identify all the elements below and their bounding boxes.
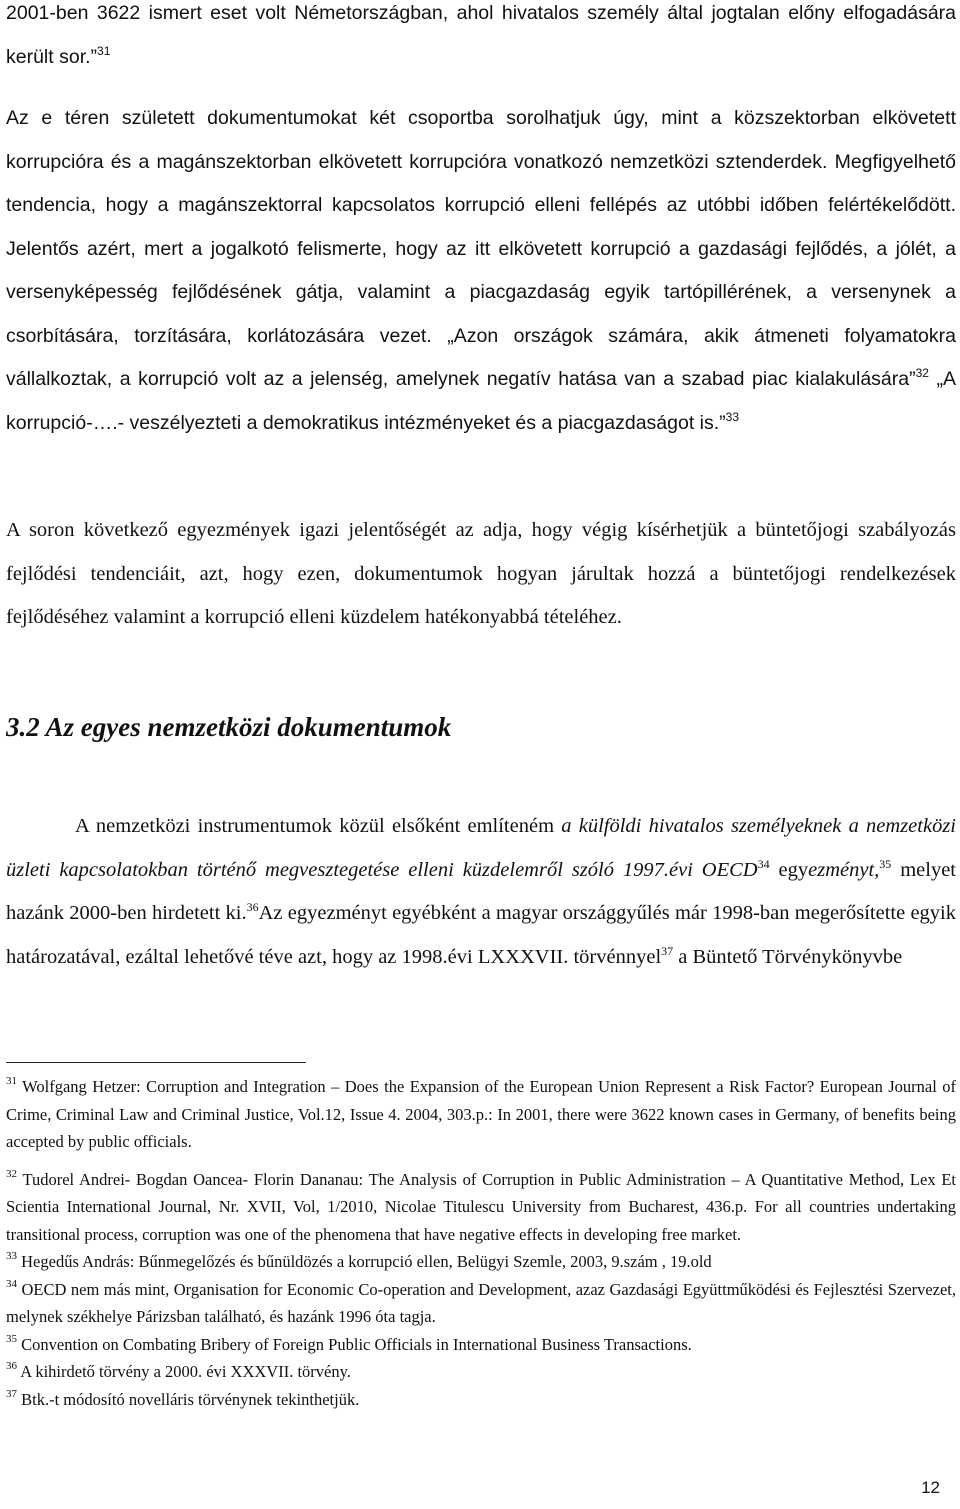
footnote-ref[interactable]: 34 [757, 856, 770, 871]
paragraph-text: a Büntető Törvénykönyvbe [673, 945, 903, 968]
footnote [6, 1248, 956, 1276]
footnote-ref[interactable]: 35 [879, 856, 892, 871]
footnote-ref[interactable]: 37 [661, 943, 674, 958]
footnote-text: Hegedűs András: Bűnmegelőzés és bűnüldözés a korrupció ellen, Belügyi Szemle, 2003, 9.szám , 19.old [17, 1252, 712, 1271]
paragraph-text: A nemzetközi instrumentumok közül elsőként említeném [75, 815, 562, 837]
paragraph-text: „A korrupció-….- veszélyezteti a demokratikus intézményeket és a piacgazdaságot is.” [6, 368, 956, 434]
footnote [6, 1358, 956, 1386]
paragraph-text: Az e téren született dokumentumokat két csoportba sorolhatjuk úgy, mint a közszektorban elkövetett korrupcióra és a magánszektorban elkövetett korrupcióra vonatkozó nemzetközi sztenderdek. Megfigyelhető tendencia, hogy a magánszektorral kapcsolatos korrupció elleni fellépés az utóbbi időben felértékelődött. Jelentős azért, mert a jogalkotó felismerte, hogy az itt elkövetett korrupció a gazdasági fejlődés, a jólét, a versenyképesség fejlődésének gátja, valamint a piacgazdaság egyik tartópillérének, a versenynek a csorbítására, torzítására, korlátozására vezet. „Azon országok számára, akik átmeneti folyamatokra vállalkoztak, a korrupció volt az a jelenség, amelynek negatív hatása van a szabad piac kialakulására” [6, 107, 956, 390]
footnote-number: 33 [6, 1250, 17, 1262]
footnote-text: Tudorel Andrei- Bogdan Oancea- Florin Dananau: The Analysis of Corruption in Public Administration – A Quantitative Method, Lex Et Scientia International Journal, Nr. XVII, Vol, 1/2010, Nicolae Titulescu University from Bucharest, 436.p. For all countries undertaking transitional process, corruption was one of the phenomena that have negative effects in developing free market. [6, 1169, 956, 1244]
footnote-number: 37 [6, 1387, 17, 1400]
footnote-number: 32 [6, 1167, 17, 1180]
footnote-ref[interactable]: 31 [97, 44, 111, 58]
convention-title: a külföldi hivatalos személyeknek a nemzetközi üzleti kapcsolatokban történő megvesztegetése elleni küzdelemről szóló 1997.évi OECD [6, 815, 956, 881]
paragraph-standards [6, 97, 956, 445]
footnote-text: Wolfgang Hetzer: Corruption and Integration – Does the Expansion of the European Union Represent a Risk Factor? European Journal of Crime, Criminal Law and Criminal Justice, Vol.12, Issue 4. 2004, 303.p.: In 2001, there were 3622 known cases in Germany, of benefits being accepted by public officials. [6, 1077, 956, 1151]
footnote-ref[interactable]: 32 [915, 366, 929, 380]
paragraph-text: 2001-ben 3622 ismert eset volt Németországban, ahol hivatalos személy által jogtalan előny elfogadására került sor.” [6, 2, 956, 68]
page-number: 12 [921, 1478, 940, 1497]
footnote [6, 1166, 956, 1249]
footnote-number: 34 [6, 1277, 17, 1290]
footnote-text: A kihirdető törvény a 2000. évi XXXVII. törvény. [17, 1362, 351, 1381]
footnote-text: Btk.-t módosító novelláris törvénynek tekinthetjük. [17, 1389, 360, 1409]
section-heading: 3.2 Az egyes nemzetközi dokumentumok [6, 712, 452, 742]
footnote-text: Convention on Combating Bribery of Foreign Public Officials in International Business Transactions. [17, 1334, 692, 1354]
paragraph-text: A soron következő egyezmények igazi jelentőségét az adja, hogy végig kísérhetjük a büntetőjogi szabályozás fejlődési tendenciáit, azt, hogy ezen, dokumentumok hogyan járultak hozzá a büntetőjogi rendelkezések fejlődéséhez valamint a korrupció elleni küzdelem hatékonyabbá tételéhez. [6, 519, 956, 628]
footnote-number: 31 [6, 1075, 17, 1087]
paragraph-intro [6, 0, 956, 79]
footnote [6, 1276, 956, 1331]
footnote [6, 1073, 956, 1156]
paragraph-conventions [6, 509, 956, 640]
footnote-ref[interactable]: 33 [725, 409, 740, 424]
footnote-number: 35 [6, 1332, 17, 1345]
footnote-ref[interactable]: 36 [246, 900, 259, 914]
paragraph-text: melyet hazánk 2000-ben hirdetett ki. [6, 858, 956, 924]
paragraph-text: egy [769, 858, 809, 881]
footnote-text: OECD nem más mint, Organisation for Economic Co-operation and Development, azaz Gazdasági Együttműködési és Fejlesztési Szervezet, melynek székhelye Párizsban található, és hazánk 1996 óta tagja. [6, 1279, 956, 1326]
footnotes [6, 1073, 956, 1413]
paragraph-oecd [6, 805, 956, 979]
footnote-number: 36 [6, 1360, 17, 1372]
footnote [6, 1331, 956, 1359]
footnote-separator [6, 1062, 306, 1063]
paragraph-text-italic: ezményt, [808, 858, 880, 881]
footnote [6, 1386, 956, 1414]
paragraph-text: Az egyezményt egyébként a magyar országgyűlés már 1998-ban megerősítette egyik határozatával, ezáltal lehetővé téve azt, hogy az 1998.évi LXXXVII. törvénnyel [6, 902, 956, 968]
